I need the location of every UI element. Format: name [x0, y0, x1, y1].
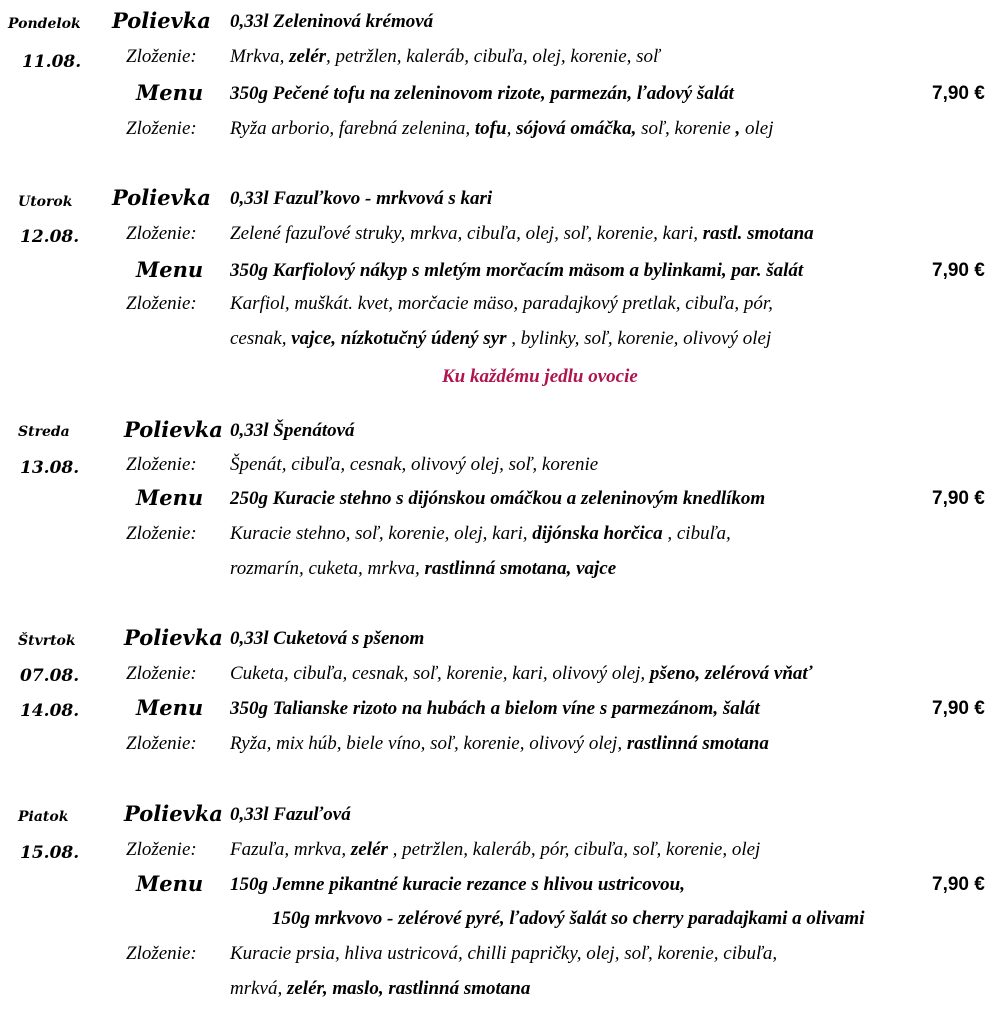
menu-ingredients: Ryža arborio, farebná zelenina, tofu, sójová omáčka, soľ, korenie , olej	[230, 118, 774, 139]
soup-label: Polievka	[112, 185, 211, 210]
soup-dish: 0,33l Cuketová s pšenom	[230, 628, 425, 649]
menu-dish: 250g Kuracie stehno s dijónskou omáčkou a zeleninovým knedlíkom	[230, 488, 766, 509]
soup-label: Polievka	[124, 801, 223, 826]
day-date: 15.08.	[20, 843, 80, 863]
ingredients-label: Zloženie:	[126, 839, 197, 860]
menu-ingredients: Kuracie prsia, hliva ustricová, chilli papričky, olej, soľ, korenie, cibuľa,	[230, 943, 778, 964]
soup-ingredients: Cuketa, cibuľa, cesnak, soľ, korenie, kari, olivový olej, pšeno, zelérová vňať	[230, 663, 813, 684]
day-name: Piatok	[18, 809, 69, 825]
soup-label: Polievka	[124, 417, 223, 442]
price: 7,90 €	[932, 83, 985, 104]
soup-ingredients: Mrkva, zelér, petržlen, kaleráb, cibuľa, olej, korenie, soľ	[230, 46, 660, 67]
soup-ingredients: Fazuľa, mrkva, zelér , petržlen, kaleráb, pór, cibuľa, soľ, korenie, olej	[230, 839, 761, 860]
menu-label: Menu	[136, 485, 204, 510]
menu-dish: 350g Karfiolový nákyp s mletým morčacím mäsom a bylinkami, par. šalát	[230, 260, 804, 281]
menu-dish: 350g Talianske rizoto na hubách a bielom víne s parmezánom, šalát	[230, 698, 760, 719]
ingredients-label: Zloženie:	[126, 454, 197, 475]
soup-dish: 0,33l Fazuľová	[230, 804, 351, 825]
soup-dish: 0,33l Zeleninová krémová	[230, 11, 434, 32]
ingredients-label: Zloženie:	[126, 293, 197, 314]
soup-ingredients: Špenát, cibuľa, cesnak, olivový olej, soľ, korenie	[230, 454, 599, 475]
day-name: Štvrtok	[18, 633, 76, 649]
menu-dish: 350g Pečené tofu na zeleninovom rizote, parmezán, ľadový šalát	[230, 83, 734, 104]
price: 7,90 €	[932, 698, 985, 719]
day-name: Pondelok	[8, 16, 81, 32]
ingredients-label: Zloženie:	[126, 943, 197, 964]
price: 7,90 €	[932, 874, 985, 895]
menu-ingredients-cont: cesnak, vajce, nízkotučný údený syr , bylinky, soľ, korenie, olivový olej	[230, 328, 772, 349]
day-date: 12.08.	[20, 227, 80, 247]
soup-dish: 0,33l Špenátová	[230, 420, 355, 441]
ingredients-label: Zloženie:	[126, 46, 197, 67]
menu-label: Menu	[136, 871, 204, 896]
day-date-2: 14.08.	[20, 701, 80, 721]
price: 7,90 €	[932, 260, 985, 281]
day-name: Streda	[18, 424, 70, 440]
menu-ingredients-cont: rozmarín, cuketa, mrkva, rastlinná smotana, vajce	[230, 558, 617, 579]
soup-label: Polievka	[112, 8, 211, 33]
menu-ingredients: Ryža, mix húb, biele víno, soľ, korenie, olivový olej, rastlinná smotana	[230, 733, 769, 754]
menu-ingredients: Karfiol, muškát. kvet, morčacie mäso, paradajkový pretlak, cibuľa, pór,	[230, 293, 773, 314]
day-date: 07.08.	[20, 666, 80, 686]
price: 7,90 €	[932, 488, 985, 509]
menu-dish-cont: 150g mrkvovo - zelérové pyré, ľadový šalát so cherry paradajkami a olivami	[272, 908, 865, 929]
menu-label: Menu	[136, 257, 204, 282]
fruit-note: Ku každému jedlu ovocie	[442, 366, 638, 387]
menu-label: Menu	[136, 80, 204, 105]
soup-label: Polievka	[124, 625, 223, 650]
ingredients-label: Zloženie:	[126, 223, 197, 244]
day-name: Utorok	[18, 194, 73, 210]
menu-ingredients: Kuracie stehno, soľ, korenie, olej, kari, dijónska horčica , cibuľa,	[230, 523, 731, 544]
ingredients-label: Zloženie:	[126, 733, 197, 754]
menu-dish: 150g Jemne pikantné kuracie rezance s hlivou ustricovou,	[230, 874, 685, 895]
ingredients-label: Zloženie:	[126, 663, 197, 684]
ingredients-label: Zloženie:	[126, 523, 197, 544]
soup-ingredients: Zelené fazuľové struky, mrkva, cibuľa, olej, soľ, korenie, kari, rastl. smotana	[230, 223, 814, 244]
soup-dish: 0,33l Fazuľkovo - mrkvová s kari	[230, 188, 493, 209]
menu-label: Menu	[136, 695, 204, 720]
day-date: 13.08.	[20, 458, 80, 478]
day-date: 11.08.	[22, 52, 82, 72]
ingredients-label: Zloženie:	[126, 118, 197, 139]
menu-ingredients-cont: mrkvá, zelér, maslo, rastlinná smotana	[230, 978, 531, 999]
